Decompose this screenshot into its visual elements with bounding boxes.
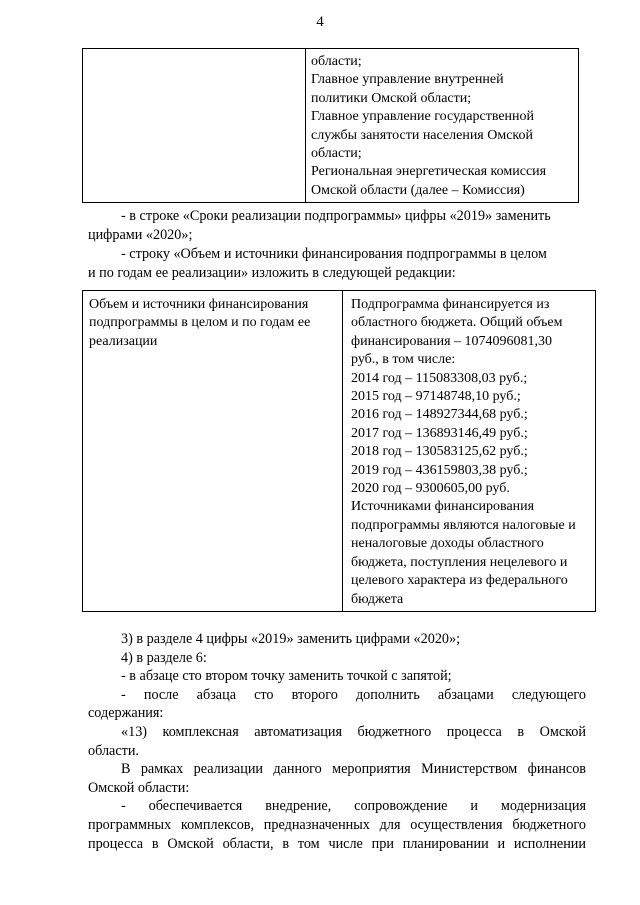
text-line: Объем и источники финансирования	[89, 297, 309, 312]
text-line: Региональная энергетическая комиссия	[311, 164, 547, 180]
text-line: области;	[311, 54, 362, 69]
text-line: областного бюджета. Общий объем	[351, 315, 563, 331]
year-line: 2014 год – 115083308,03 руб.;	[351, 370, 528, 386]
text-line: программных комплексов, предназначенных для осуществления бюджетного	[88, 816, 586, 833]
text-line: 3) в разделе 4 цифры «2019» заменить цифрами «2020»;	[121, 631, 461, 647]
text-line: цифрами «2020»;	[88, 226, 193, 243]
text-line: Главное управление государственной	[311, 109, 535, 125]
text-line: - после абзаца сто второго дополнить абзацами следующего	[121, 686, 586, 703]
text-line: - в строке «Сроки реализации подпрограммы» цифры «2019» заменить	[121, 208, 551, 224]
text-line: бюджета	[351, 591, 404, 607]
financing-value-cell	[343, 291, 596, 612]
text-line: политики Омской области;	[311, 90, 472, 106]
paragraph-deadlines	[88, 207, 586, 244]
text-line: руб., в том числе:	[351, 352, 456, 368]
text-line: подпрограммы являются налоговые и	[351, 517, 576, 533]
year-line: 2017 год – 136893146,49 руб.;	[351, 425, 528, 441]
text-line: - обеспечивается внедрение, сопровождение и модернизация	[121, 798, 586, 815]
text-line: содержания:	[88, 705, 164, 722]
text-line: Подпрограмма финансируется из	[351, 297, 550, 312]
text-line: Омской области:	[88, 779, 190, 796]
year-line: 2018 год – 130583125,62 руб.;	[351, 444, 528, 460]
text-line: неналоговые доходы областного	[351, 536, 544, 552]
text-line: области;	[311, 146, 362, 162]
text-line: и по годам ее реализации» изложить в следующей редакции:	[88, 264, 456, 281]
text-line: реализации	[89, 333, 158, 349]
text-line: процесса в Омской области, в том числе при планировании и исполнении	[88, 835, 586, 852]
text-line: Главное управление внутренней	[311, 72, 504, 88]
financing-label-cell	[83, 291, 343, 612]
text-line: службы занятости населения Омской	[311, 127, 534, 143]
year-line: 2015 год – 97148748,10 руб.;	[351, 389, 521, 405]
text-line: - строку «Объем и источники финансирования подпрограммы в целом	[121, 246, 547, 262]
text-line: подпрограммы в целом и по годам ее	[89, 315, 311, 331]
text-line: целевого характера из федерального	[351, 573, 568, 589]
text-line: Омской области (далее – Комиссия)	[311, 182, 525, 198]
executors-cell	[306, 49, 579, 203]
text-line: бюджета, поступления нецелевого и	[351, 554, 568, 570]
body-text	[88, 630, 586, 853]
text-line: Источниками финансирования	[351, 499, 535, 515]
text-line: - в абзаце сто втором точку заменить точкой с запятой;	[121, 668, 452, 685]
paragraph-financing-row	[88, 245, 586, 282]
table-cell-empty	[83, 49, 306, 203]
year-line: 2020 год – 9300605,00 руб.	[351, 481, 510, 497]
year-line: 2019 год – 436159803,38 руб.;	[351, 462, 528, 478]
text-line: области.	[88, 742, 139, 759]
responsible-executors-table	[82, 48, 579, 203]
text-line: финансирования – 1074096081,30	[351, 333, 553, 349]
text-line: «13) комплексная автоматизация бюджетного процесса в Омской	[121, 723, 586, 740]
financing-table	[82, 290, 596, 612]
year-line: 2016 год – 148927344,68 руб.;	[351, 407, 528, 423]
text-line: В рамках реализации данного мероприятия Министерством финансов	[121, 761, 586, 778]
page-number: 4	[316, 14, 324, 30]
text-line: 4) в разделе 6:	[121, 649, 207, 666]
